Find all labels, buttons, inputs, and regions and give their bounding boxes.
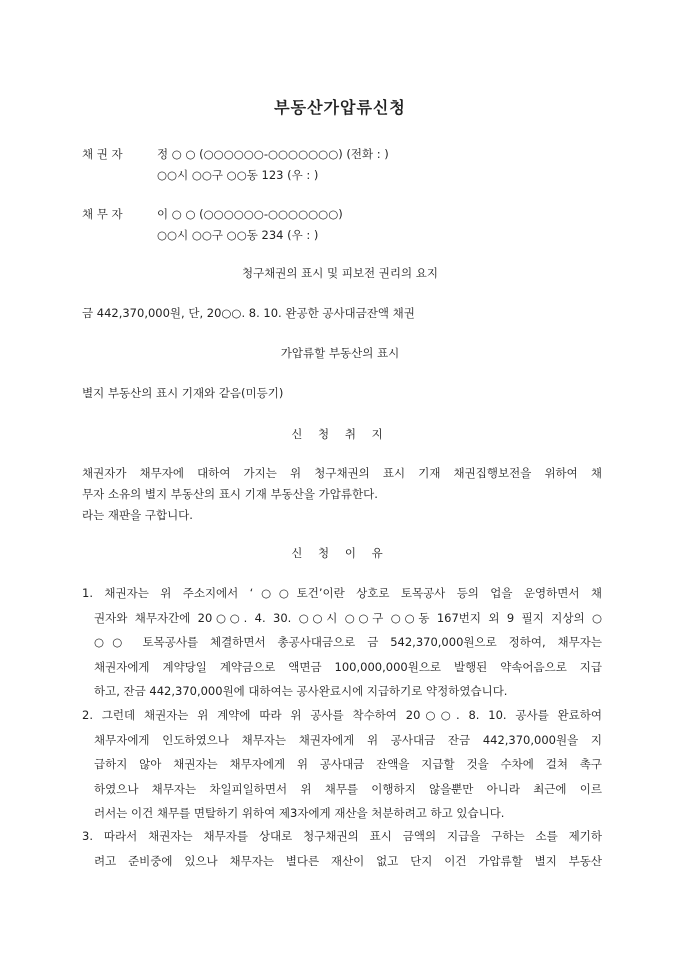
- reason-line: 1. 채권자는 위 주소지에서 ‘○○토건’이란 상호로 토목공사 등의 업을 운영하면서 채: [82, 586, 602, 600]
- purpose-line: 채권자가 채무자에 대하여 가지는 위 청구채권의 표시 기재 채권집행보전을 위하여 채: [82, 466, 602, 480]
- debtor-address-line: ○○시 ○○구 ○○동 234 (우 : ): [157, 228, 319, 242]
- purpose-line: 무자 소유의 별지 부동산의 표시 기재 부동산을 가압류한다.: [82, 487, 378, 501]
- property-text: 별지 부동산의 표시 기재와 같음(미등기): [82, 386, 284, 400]
- reason-item-2: [82, 703, 602, 826]
- reason-item-1: [82, 581, 602, 704]
- claim-text: 금 442,370,000원, 단, 20○○. 8. 10. 완공한 공사대금잔액 채권: [82, 306, 415, 320]
- reason-item-3: [82, 824, 602, 873]
- reason-line: 3. 따라서 채권자는 채무자를 상대로 청구채권의 표시 금액의 지급을 구하는 소를 제기하: [82, 829, 602, 843]
- reason-line: 러서는 이건 채무를 면탈하기 위하여 제3자에게 재산을 처분하려고 하고 있습니다.: [94, 806, 505, 820]
- claim-heading: 청구채권의 표시 및 피보전 권리의 요지: [241, 266, 439, 280]
- debtor-label: 채 무 자: [82, 207, 123, 221]
- reason-line: 려고 준비중에 있으나 채무자는 별다른 재산이 없고 단지 이건 가압류할 별지 부동산: [94, 853, 602, 868]
- reason-line: 급하지 않아 채권자는 채무자에게 위 공사대금 잔액을 지급할 것을 수차에 걸쳐 촉구: [94, 757, 602, 771]
- reason-line: 하였으나 채무자는 차일피일하면서 위 채무를 이행하지 않을뿐만 아니라 최근에 이르: [94, 781, 602, 796]
- reason-line: ○○ 토목공사를 체결하면서 총공사대금으로 금 542,370,000원으로 정하여, 채무자는: [94, 635, 602, 649]
- debtor-name-line: 이 ○ ○ (○○○○○○-○○○○○○○): [157, 207, 343, 221]
- reason-line: 2. 그런데 채권자는 위 계약에 따라 위 공사를 착수하여 20○○. 8. 10. 공사를 완료하여: [82, 708, 602, 722]
- reason-line: 채무자에게 인도하였으나 채무자는 채권자에게 위 공사대금 잔금 442,370,000원을 지: [94, 732, 602, 747]
- creditor-name-line: 정 ○ ○ (○○○○○○-○○○○○○○) (전화 : ): [157, 147, 389, 161]
- reason-line: 하고, 잔금 442,370,000원에 대하여는 공사완료시에 지급하기로 약정하였습니다.: [94, 684, 508, 698]
- reason-line: 권자와 채무자간에 20○○. 4. 30. ○○시 ○○구 ○○동 167번지 외 9 필지 지상의 ○: [94, 610, 602, 625]
- creditor-label: 채 권 자: [82, 147, 123, 161]
- purpose-heading: 신 청 취 지: [291, 427, 389, 441]
- property-heading: 가압류할 부동산의 표시: [280, 346, 400, 360]
- purpose-line: 라는 재판을 구합니다.: [82, 508, 193, 522]
- reason-heading: 신 청 이 유: [291, 546, 389, 560]
- reason-line: 채권자에게 계약당일 계약금으로 액면금 100,000,000원으로 발행된 약속어음으로 지급: [94, 659, 602, 674]
- purpose-paragraph: [82, 461, 602, 527]
- document-title: 부동산가압류신청: [274, 98, 406, 117]
- creditor-address-line: ○○시 ○○구 ○○동 123 (우 : ): [157, 168, 319, 182]
